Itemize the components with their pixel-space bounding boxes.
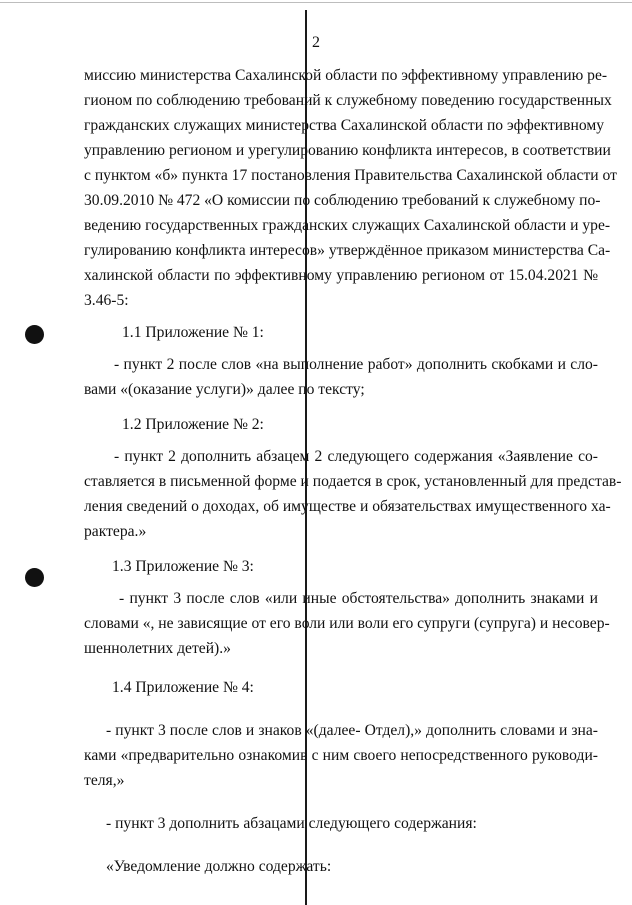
- text-line: - пункт 3 после слов и знаков «(далее- Отдел),» дополнить словами и зна-: [106, 722, 598, 739]
- section-heading-1-3: [84, 554, 598, 579]
- paragraph-1-2: [84, 444, 622, 544]
- text-line: шеннолетних детей).»: [84, 640, 231, 657]
- text-line: рактера.»: [84, 523, 147, 540]
- section-heading: 1.3 Приложение № 3:: [112, 558, 254, 575]
- text-line: ставляется в письменной форме и подается в срок, установленный для представ-: [84, 473, 622, 490]
- paragraph-1-1: [84, 352, 598, 402]
- paragraph-notice: [84, 854, 598, 879]
- text-line: «Уведомление должно содержать:: [106, 858, 332, 875]
- section-heading-1-4: [84, 675, 598, 700]
- text-line: миссию министерства Сахалинской области по эффективному управлению ре-: [84, 67, 608, 84]
- punch-hole: [25, 325, 44, 344]
- text-line: - пункт 2 дополнить абзацем 2 следующего содержания «Заявление со-: [114, 448, 598, 465]
- text-line: вами «(оказание услуги)» далее по тексту;: [84, 381, 365, 398]
- paragraph-add-clauses: [84, 811, 598, 836]
- text-line: - пункт 3 дополнить абзацами следующего содержания:: [106, 815, 477, 832]
- paragraph-intro: [84, 63, 617, 313]
- text-line: - пункт 2 после слов «на выполнение работ» дополнить скобками и сло-: [114, 356, 598, 373]
- text-line: ками «предварительно ознакомив с ним своего непосредственного руководи-: [84, 747, 598, 764]
- paragraph-1-3: [84, 586, 610, 661]
- page-number: 2: [312, 34, 320, 51]
- text-line: ления сведений о доходах, об имуществе и обязательствах имущественного ха-: [84, 498, 611, 515]
- text-line: управлению регионом и урегулированию конфликта интересов, в соответствии: [84, 142, 611, 159]
- text-line: гулированию конфликта интересов» утверждённое приказом министерства Са-: [84, 242, 611, 259]
- section-heading: 1.4 Приложение № 4:: [112, 679, 254, 696]
- text-line: гионом по соблюдению требований к служебному поведению государственных: [84, 92, 612, 109]
- section-heading-1-2: [84, 412, 598, 437]
- text-line: 30.09.2010 № 472 «О комиссии по соблюдению требований к служебному по-: [84, 192, 601, 209]
- text-line: словами «, не зависящие от его воли или воли его супруги (супруга) и несовер-: [84, 615, 610, 632]
- text-line: ведению государственных гражданских служащих Сахалинской области и уре-: [84, 217, 611, 234]
- punch-hole: [25, 568, 44, 587]
- text-line: с пунктом «б» пункта 17 постановления Правительства Сахалинской области от: [84, 167, 617, 184]
- paragraph-1-4: [84, 718, 598, 793]
- text-line: - пункт 3 после слов «или иные обстоятельства» дополнить знаками и: [119, 590, 598, 607]
- section-heading: 1.1 Приложение № 1:: [122, 324, 264, 341]
- scan-top-edge: [0, 2, 632, 3]
- text-line: 3.46-5:: [84, 292, 129, 309]
- section-heading: 1.2 Приложение № 2:: [122, 416, 264, 433]
- document-body: [84, 63, 622, 879]
- text-line: халинской области по эффективному управлению регионом от 15.04.2021 №: [84, 267, 598, 284]
- text-line: гражданских служащих министерства Сахалинской области по эффективному: [84, 117, 605, 134]
- section-heading-1-1: [84, 320, 598, 345]
- text-line: теля,»: [84, 772, 125, 789]
